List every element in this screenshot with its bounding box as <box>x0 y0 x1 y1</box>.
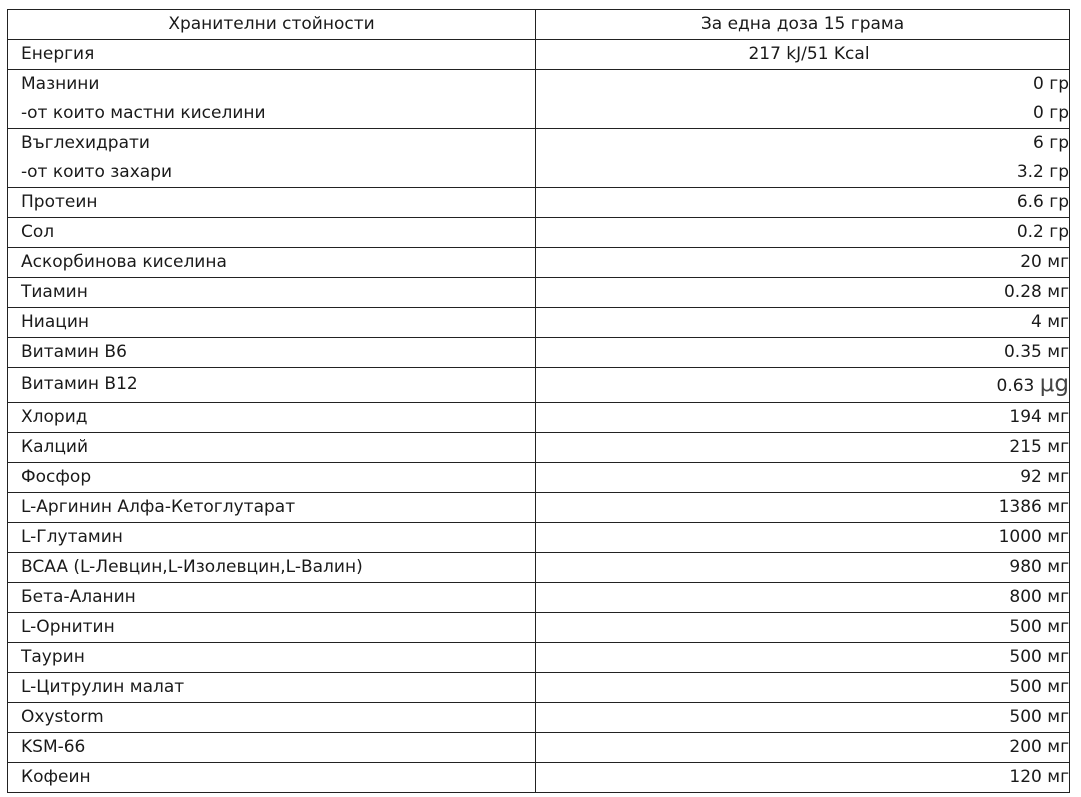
nutrient-name: Енергия <box>8 40 536 70</box>
table-row <box>8 218 1070 248</box>
nutrient-name: Въглехидрати <box>21 133 150 153</box>
nutrient-value: 217 kJ/51 Kcal <box>536 40 1070 70</box>
nutrient-name: Ниацин <box>8 308 536 338</box>
nutrient-name-cell <box>8 129 536 188</box>
table-row <box>8 763 1070 793</box>
table-row <box>8 188 1070 218</box>
table-row <box>8 643 1070 673</box>
nutrient-value: 0.63 <box>996 376 1035 396</box>
nutrient-value: 500 мг <box>536 673 1070 703</box>
nutrient-name: L-Цитрулин малат <box>8 673 536 703</box>
table-row <box>8 248 1070 278</box>
table-row <box>8 308 1070 338</box>
nutrient-name: L-Глутамин <box>8 523 536 553</box>
table-row <box>8 338 1070 368</box>
nutrient-name: Тиамин <box>8 278 536 308</box>
nutrient-name: Мазнини <box>21 74 100 94</box>
nutrient-value: 500 мг <box>536 703 1070 733</box>
header-per-serving: За една доза 15 грама <box>536 10 1070 40</box>
nutrient-name-cell <box>8 70 536 129</box>
table-row <box>8 553 1070 583</box>
nutrient-value: 980 мг <box>536 553 1070 583</box>
nutrient-value: 6 гр <box>1033 133 1069 153</box>
nutrient-value: 0.35 мг <box>536 338 1070 368</box>
nutrition-table-container <box>7 9 1070 793</box>
nutrient-name: Хлорид <box>8 403 536 433</box>
table-row <box>8 129 1070 188</box>
nutrient-name: Сол <box>8 218 536 248</box>
table-row <box>8 433 1070 463</box>
table-row <box>8 368 1070 403</box>
nutrient-value: 1386 мг <box>536 493 1070 523</box>
nutrient-name: Калций <box>8 433 536 463</box>
nutrient-name: Oxystorm <box>8 703 536 733</box>
nutrient-name: Бета-Аланин <box>8 583 536 613</box>
nutrient-name: Витамин В12 <box>8 368 536 403</box>
table-row <box>8 733 1070 763</box>
nutrient-value: 500 мг <box>536 613 1070 643</box>
header-nutrition-values: Хранителни стойности <box>8 10 536 40</box>
nutrient-value: 194 мг <box>536 403 1070 433</box>
nutrient-value: 4 мг <box>536 308 1070 338</box>
nutrient-name: Витамин В6 <box>8 338 536 368</box>
nutrient-subname: -от които мастни киселини <box>21 103 266 123</box>
nutrient-subvalue: 0 гр <box>1033 103 1069 123</box>
nutrient-name: Аскорбинова киселина <box>8 248 536 278</box>
nutrient-subname: -от които захари <box>21 162 173 182</box>
nutrient-value-cell <box>536 70 1070 129</box>
table-row <box>8 403 1070 433</box>
table-row <box>8 523 1070 553</box>
table-header-row <box>8 10 1070 40</box>
nutrient-value: 200 мг <box>536 733 1070 763</box>
table-row <box>8 493 1070 523</box>
nutrient-value-cell <box>536 129 1070 188</box>
nutrient-value: 6.6 гр <box>536 188 1070 218</box>
nutrient-name: Таурин <box>8 643 536 673</box>
nutrient-value: 1000 мг <box>536 523 1070 553</box>
nutrient-name: L-Аргинин Алфа-Кетоглутарат <box>8 493 536 523</box>
nutrient-value: 800 мг <box>536 583 1070 613</box>
nutrient-value: 92 мг <box>536 463 1070 493</box>
table-row <box>8 70 1070 129</box>
nutrient-name: L-Орнитин <box>8 613 536 643</box>
nutrient-unit: μg <box>1039 371 1069 397</box>
table-row <box>8 613 1070 643</box>
nutrient-subvalue: 3.2 гр <box>1016 162 1069 182</box>
nutrient-value: 0 гр <box>1033 74 1069 94</box>
table-row <box>8 703 1070 733</box>
nutrient-name: BCAA (L-Левцин,L-Изолевцин,L-Валин) <box>8 553 536 583</box>
nutrient-name: Фосфор <box>8 463 536 493</box>
nutrient-value: 20 мг <box>536 248 1070 278</box>
table-row <box>8 673 1070 703</box>
nutrient-name: Кофеин <box>8 763 536 793</box>
nutrient-value: 120 мг <box>536 763 1070 793</box>
nutrition-table <box>7 9 1070 793</box>
nutrient-value: 0.28 мг <box>536 278 1070 308</box>
table-row <box>8 40 1070 70</box>
nutrient-name: KSM-66 <box>8 733 536 763</box>
nutrient-value: 215 мг <box>536 433 1070 463</box>
nutrient-value-cell <box>536 368 1070 403</box>
nutrient-value: 0.2 гр <box>536 218 1070 248</box>
table-row <box>8 463 1070 493</box>
nutrient-value: 500 мг <box>536 643 1070 673</box>
nutrient-name: Протеин <box>8 188 536 218</box>
table-row <box>8 278 1070 308</box>
table-row <box>8 583 1070 613</box>
